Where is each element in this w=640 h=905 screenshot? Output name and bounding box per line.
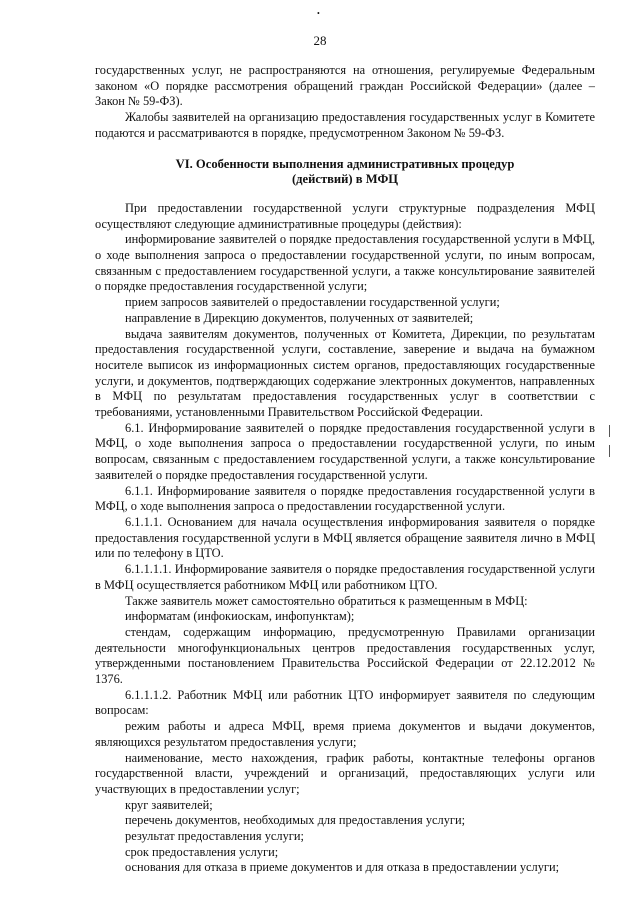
paragraph: наименование, место нахождения, график работы, контактные телефоны органов государственной власти, учреждений и организаций, предоставляющих услуги или участвующих в предоставлении услуг; xyxy=(95,750,595,796)
page-body xyxy=(95,63,595,876)
paragraph: 6.1.1.1.2. Работник МФЦ или работник ЦТО информирует заявителя по следующим вопросам: xyxy=(95,687,595,718)
top-mark: • xyxy=(317,9,320,18)
margin-mark xyxy=(609,445,610,457)
paragraph: стендам, содержащим информацию, предусмотренную Правилами организации деятельности многофункциональных центров предоставления государственных услуг, утвержденными постановлением Правительства Российской Федерации от 22.12.2012 № 1376. xyxy=(95,624,595,687)
intro-paragraphs xyxy=(95,63,595,142)
paragraph: круг заявителей; xyxy=(125,797,213,812)
paragraph: 6.1.1.1. Основанием для начала осуществления информирования заявителя о порядке предоставления государственной услуги в МФЦ является обращение заявителя лично в МФЦ или по телефону в ЦТО. xyxy=(95,514,595,561)
paragraph: 6.1. Информирование заявителей о порядке предоставления государственной услуги в МФЦ, о ходе выполнения запроса о предоставлении государственной услуги, по иным вопросам, связанным с предоставлением государственной услуги, а также консультирование заявителей о порядке предоставления государственной услуги. xyxy=(95,420,595,482)
page-number: 28 xyxy=(313,33,327,48)
paragraph: перечень документов, необходимых для предоставления услуги; xyxy=(125,813,466,828)
paragraph: Жалобы заявителей на организацию предоставления государственных услуг в Комитете подаются и рассматриваются в порядке, предусмотренном Законом № 59-ФЗ. xyxy=(95,110,595,140)
section-paragraphs xyxy=(95,201,595,876)
paragraph: 6.1.1.1.1. Информирование заявителя о порядке предоставления государственной услуги в МФЦ осуществляется работником МФЦ или работником ЦТО. xyxy=(95,562,595,592)
paragraph: Также заявитель может самостоятельно обратиться к размещенным в МФЦ: xyxy=(125,593,528,608)
paragraph: При предоставлении государственной услуги структурные подразделения МФЦ осуществляют следующие административные процедуры (действия): xyxy=(95,200,595,231)
paragraph: государственных услуг, не распространяются на отношения, регулируемые Федеральным законом «О порядке рассмотрения обращений граждан Российской Федерации» (далее – Закон № 59-ФЗ). xyxy=(95,63,595,109)
section-heading xyxy=(95,157,595,188)
paragraph: 6.1.1. Информирование заявителя о порядке предоставления государственной услуги в МФЦ, о ходе выполнения запроса о предоставлении государственной услуги. xyxy=(95,483,595,514)
section-heading-line-2: (действий) в МФЦ xyxy=(291,172,399,187)
paragraph: направление в Дирекцию документов, полученных от заявителей; xyxy=(125,310,474,325)
paragraph: результат предоставления услуги; xyxy=(125,829,304,844)
paragraph: режим работы и адреса МФЦ, время приема документов и выдачи документов, являющихся результатом предоставления услуги; xyxy=(95,719,595,749)
paragraph: основания для отказа в приеме документов и для отказа в предоставлении услуги; xyxy=(125,860,560,875)
paragraph: информирование заявителей о порядке предоставления государственной услуги в МФЦ, о ходе выполнения запроса о предоставлении государственной услуги, по иным вопросам, связанным с предоставлением государственной услуги, а также консультирование заявителей о порядке предоставления государственной услуги; xyxy=(95,232,595,294)
paragraph: информатам (инфокиоскам, инфопунктам); xyxy=(125,609,355,624)
margin-mark xyxy=(609,425,610,437)
paragraph: выдача заявителям документов, полученных от Комитета, Дирекции, по результатам предоставления государственной услуги, составление, заверение и выдача на бумажном носителе выписок из информационных систем органов, предоставляющих государственные услуги, и документов, подтверждающих содержание электронных документов, направленных в МФЦ по результатам предоставления государственных услуг в соответствии с требованиями, установленными Правительством Российской Федерации. xyxy=(95,326,595,420)
paragraph: срок предоставления услуги; xyxy=(125,844,279,859)
section-heading-line-1: VI. Особенности выполнения административных процедур xyxy=(175,156,515,171)
paragraph: прием запросов заявителей о предоставлении государственной услуги; xyxy=(125,295,500,310)
